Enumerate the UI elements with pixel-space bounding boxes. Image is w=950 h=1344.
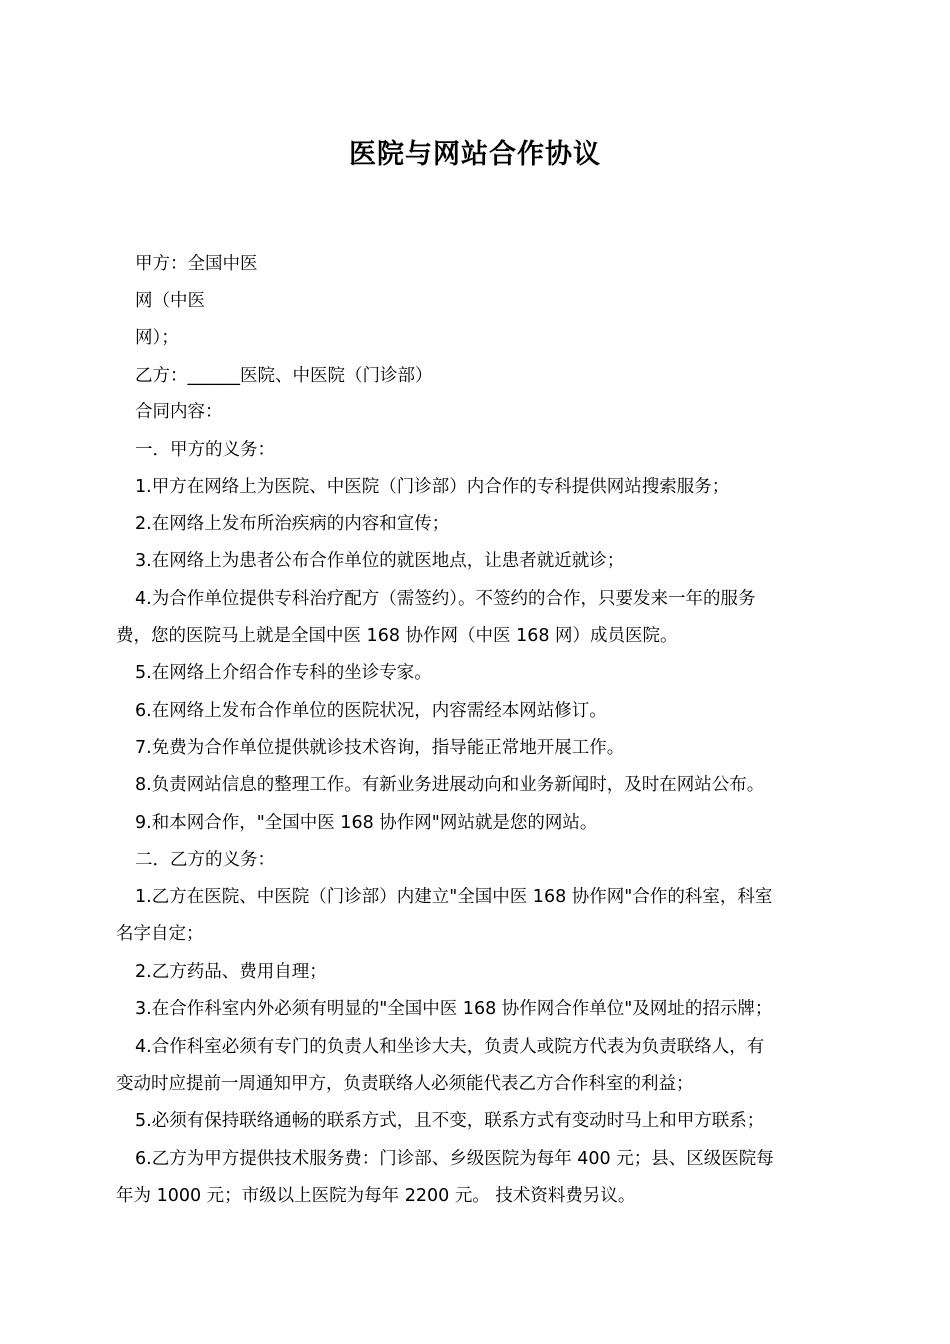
section-a-item-6: 6.在网络上发布合作单位的医院状况，内容需经本网站修订。 [135, 701, 607, 721]
document-title: 医院与网站合作协议 [349, 139, 601, 170]
section-b-item-1: 1.乙方在医院、中医院（门诊部）内建立"全国中医 168 协作网"合作的科室，科室 [135, 887, 773, 907]
section-b-item-6-cont: 年为 1000 元；市级以上医院为每年 2200 元。 技术资料费另议。 [116, 1186, 636, 1206]
section-b-item-3: 3.在合作科室内外必须有明显的"全国中医 168 协作网合作单位"及网址的招示牌； [135, 999, 773, 1019]
section-b-item-4: 4.合作科室必须有专门的负责人和坐诊大夫，负责人或院方代表为负责联络人，有 [135, 1037, 765, 1057]
section-a-item-7: 7.免费为合作单位提供就诊技术咨询，指导能正常地开展工作。 [135, 738, 625, 758]
party-a-line-3: 网）； [135, 328, 179, 348]
party-a-line-2: 网（中医 [135, 291, 205, 311]
section-b-heading: 二．乙方的义务： [135, 850, 275, 870]
party-a-line-1: 甲方：全国中医 [135, 254, 258, 274]
section-a-heading: 一．甲方的义务： [135, 440, 275, 460]
section-a-item-9: 9.和本网合作，"全国中医 168 协作网"网站就是您的网站。 [135, 813, 598, 833]
section-a-item-2: 2.在网络上发布所治疾病的内容和宣传； [135, 514, 450, 534]
section-a-item-4: 4.为合作单位提供专科治疗配方（需签约）。不签约的合作，只要发来一年的服务 [135, 589, 756, 609]
section-b-item-6: 6.乙方为甲方提供技术服务费：门诊部、乡级医院为每年 400 元；县、区级医院每 [135, 1149, 774, 1169]
section-b-item-2: 2.乙方药品、费用自理； [135, 962, 327, 982]
section-b-item-5: 5.必须有保持联络通畅的联系方式，且不变，联系方式有变动时马上和甲方联系； [135, 1111, 765, 1131]
party-b-line: 乙方：______医院、中医院（门诊部） [135, 366, 433, 386]
section-a-item-8: 8.负责网站信息的整理工作。有新业务进展动向和业务新闻时，及时在网站公布。 [135, 775, 765, 795]
section-a-item-4-cont: 费，您的医院马上就是全国中医 168 协作网（中医 168 网）成员医院。 [116, 626, 678, 646]
section-b-item-4-cont: 变动时应提前一周通知甲方，负责联络人必须能代表乙方合作科室的利益； [116, 1074, 694, 1094]
contract-heading: 合同内容： [135, 402, 223, 422]
section-a-item-3: 3.在网络上为患者公布合作单位的就医地点，让患者就近就诊； [135, 551, 625, 571]
section-a-item-1: 1.甲方在网络上为医院、中医院（门诊部）内合作的专科提供网站搜索服务； [135, 477, 730, 497]
section-a-item-5: 5.在网络上介绍合作专科的坐诊专家。 [135, 663, 432, 683]
section-b-item-1-cont: 名字自定； [116, 924, 204, 944]
